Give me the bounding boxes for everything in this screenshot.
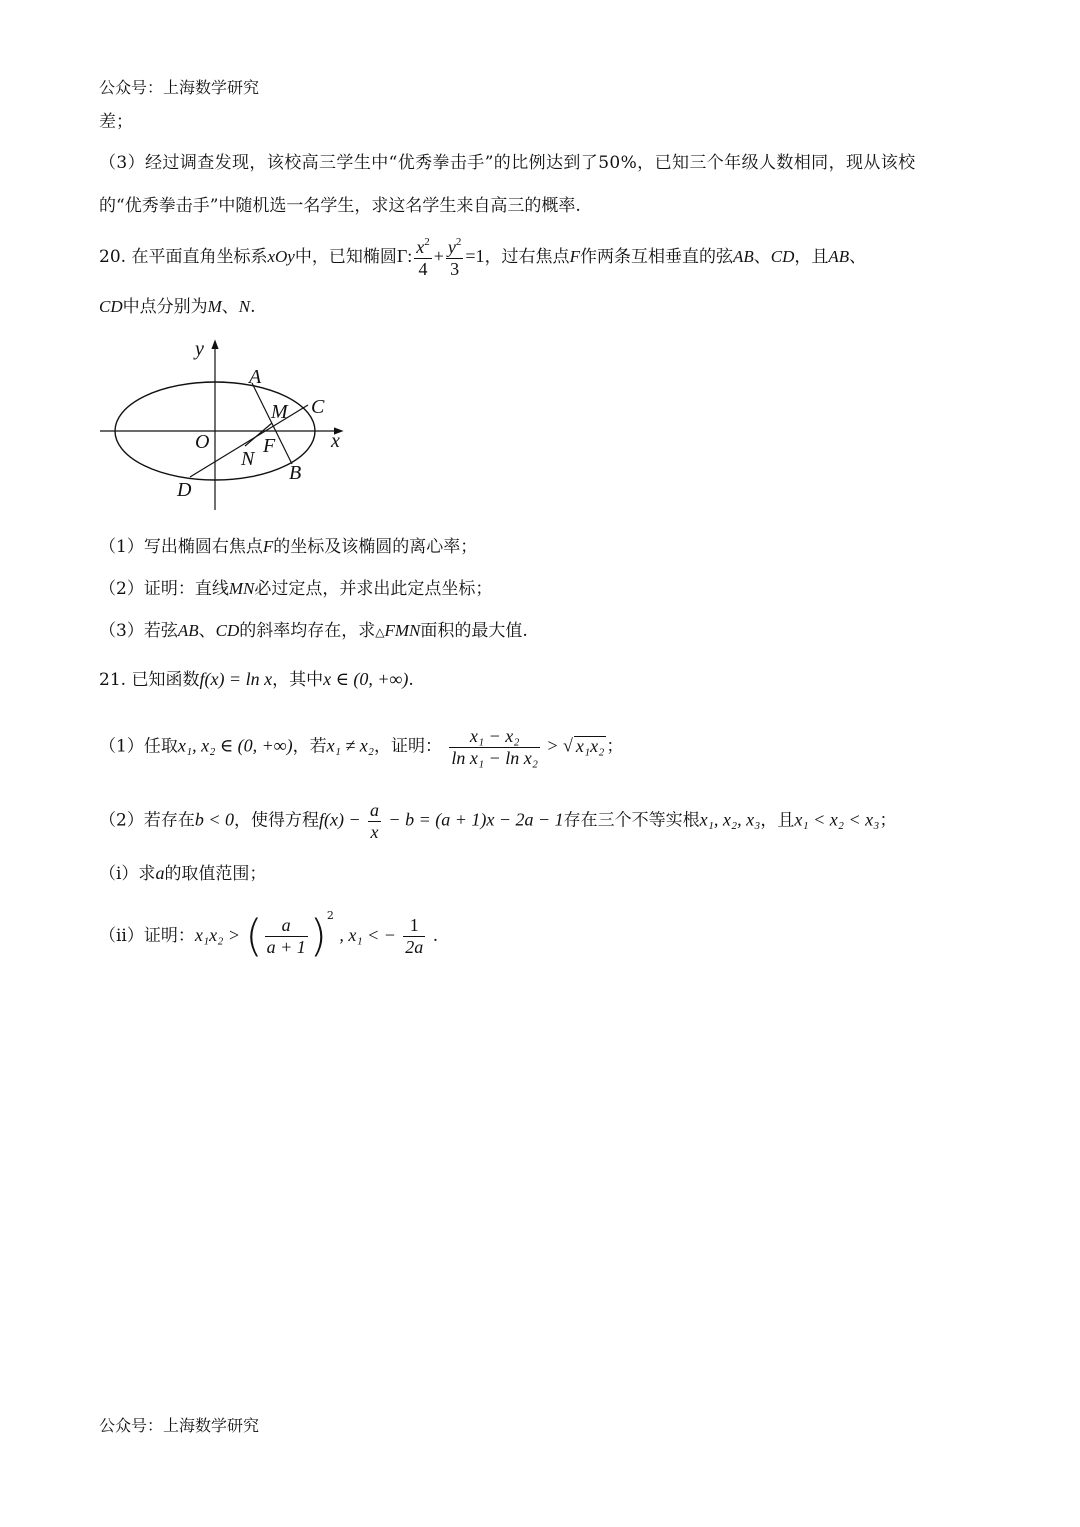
continued-text: 差； bbox=[99, 112, 133, 132]
label-o: O bbox=[195, 431, 210, 453]
frac-a-over-x: $\frac{a}{x}$ bbox=[370, 800, 380, 842]
q19-part3-line2: 的“优秀拳击手”中随机选一名学生，求这名学生来自高三的概率. bbox=[99, 196, 581, 216]
q21-part1: （1）任取x₁, x₂ ∈ (0, +∞)，若x₁ ≠ x₂，证明： $\frac{\text{x₁ − x₂}}{\text{ln x₁ − ln x₂}}$ > √ x₁x₂ ； bbox=[99, 726, 624, 768]
q20-line2: CD中点分别为M、N. bbox=[99, 297, 256, 317]
label-b: B bbox=[289, 462, 302, 484]
label-n: N bbox=[241, 448, 255, 470]
frac-y2-over-3: $\frac{y^2}{3}$ bbox=[447, 236, 462, 279]
frac-a-over-a1: $\frac{a}{a + 1}$ bbox=[266, 915, 306, 957]
label-y: y bbox=[195, 338, 204, 360]
label-x: x bbox=[331, 430, 340, 452]
label-c: C bbox=[311, 396, 325, 418]
q20-line1: 20. 在平面直角坐标系xOy中，已知椭圆Γ: $\frac{x^2}{4}$ + $\frac{y^2}{3}$ =1，过右焦点F作两条互相垂直的弦AB、CD，且AB、 bbox=[99, 236, 867, 279]
sqrt-x1x2: x₁x₂ bbox=[575, 735, 605, 756]
label-m: M bbox=[271, 401, 288, 423]
label-a: A bbox=[249, 366, 262, 388]
frac-log-mean: $\frac{\text{x₁ − x₂}}{\text{ln x₁ − ln x₂}}$ bbox=[451, 726, 539, 768]
frac-x2-over-4: $\frac{x^2}{4}$ bbox=[416, 236, 430, 279]
frac-1-over-2a: $\frac{1}{2a}$ bbox=[405, 915, 424, 957]
ellipse-figure bbox=[95, 335, 365, 515]
header-watermark: 公众号：上海数学研究 bbox=[99, 78, 260, 97]
q21-part2: （2）若存在b < 0，使得方程f(x) − $\frac{a}{x}$ − b = (a + 1)x − 2a − 1存在三个不等实根x₁, x₂, x₃，且x₁ < x₂ < x₃； bbox=[99, 800, 897, 842]
label-d: D bbox=[177, 479, 192, 501]
q21-part2-ii: （ii）证明：x₁x₂ > ( $\frac{a}{a + 1}$ )$^2$ , x₁ < − $\frac{1}{2a}$ . bbox=[99, 909, 439, 962]
label-f: F bbox=[263, 435, 276, 457]
q21-part2-i: （i）求a的取值范围； bbox=[99, 863, 267, 884]
q20-sub1: （1）写出椭圆右焦点F的坐标及该椭圆的离心率； bbox=[99, 537, 478, 557]
q20-sub3: （3）若弦AB、CD的斜率均存在，求△FMN面积的最大值. bbox=[99, 621, 528, 641]
q21-line1: 21. 已知函数f(x) = ln x，其中x ∈ (0, +∞). bbox=[99, 669, 414, 690]
q20-sub2: （2）证明：直线MN必过定点，并求出此定点坐标； bbox=[99, 579, 493, 599]
q19-part3-line1: （3）经过调查发现，该校高三学生中“优秀拳击手”的比例达到了50%，已知三个年级人数相同，现从该校 bbox=[99, 153, 916, 173]
footer-watermark: 公众号：上海数学研究 bbox=[99, 1416, 260, 1435]
q20-number: 20. bbox=[99, 247, 127, 268]
